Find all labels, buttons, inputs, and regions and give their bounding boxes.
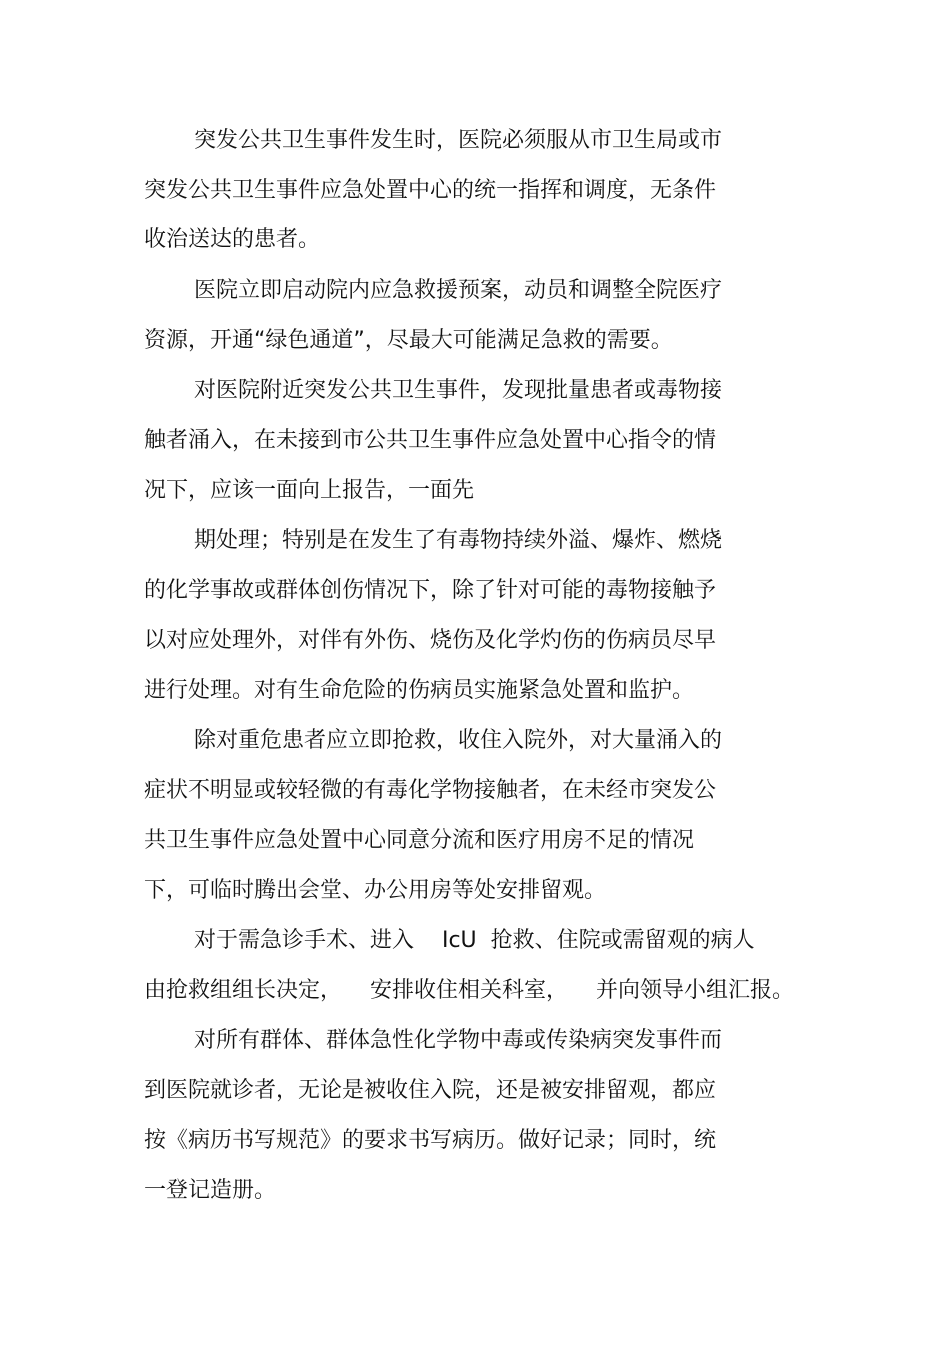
paragraph-4-line-2: 的化学事故或群体创伤情况下，除了针对可能的毒物接触予 — [144, 578, 717, 603]
paragraph-3-line-3: 况下，应该一面向上报告，一面先 — [144, 478, 475, 503]
paragraph-5-line-3: 共卫生事件应急处置中心同意分流和医疗用房不足的情况 — [144, 828, 695, 853]
paragraph-4-line-1: 期处理；特别是在发生了有毒物持续外溢、爆炸、燃烧 — [194, 528, 723, 553]
paragraph-6-line-1: 对于需急诊手术、进入 IcU 抢救、住院或需留观的病人 — [194, 928, 755, 953]
paragraph-1-line-3: 收治送达的患者。 — [144, 227, 321, 252]
paragraph-2-line-2: 资源，开通“绿色通道”，尽最大可能满足急救的需要。 — [144, 328, 673, 353]
paragraph-2-line-1: 医院立即启动院内应急救援预案，动员和调整全院医疗 — [194, 278, 723, 303]
paragraph-5-line-1: 除对重危患者应立即抢救，收住入院外，对大量涌入的 — [194, 728, 723, 753]
paragraph-3-line-2: 触者涌入，在未接到市公共卫生事件应急处置中心指令的情 — [144, 428, 717, 453]
paragraph-3-line-1: 对医院附近突发公共卫生事件，发现批量患者或毒物接 — [194, 378, 723, 403]
paragraph-7-line-1: 对所有群体、群体急性化学物中毒或传染病突发事件而 — [194, 1028, 723, 1053]
paragraph-7-line-3: 按《病历书写规范》的要求书写病历。做好记录；同时，统 — [144, 1128, 717, 1153]
paragraph-6-line-2: 由抢救组组长决定， 安排收住相关科室， 并向领导小组汇报。 — [144, 978, 794, 1003]
paragraph-5-line-2: 症状不明显或较轻微的有毒化学物接触者，在未经市突发公 — [144, 778, 717, 803]
paragraph-1-line-2: 突发公共卫生事件应急处置中心的统一指挥和调度，无条件 — [144, 178, 717, 203]
paragraph-7-line-4: 一登记造册。 — [144, 1178, 277, 1203]
paragraph-4-line-3: 以对应处理外，对伴有外伤、烧伤及化学灼伤的伤病员尽早 — [144, 628, 717, 653]
paragraph-1-line-1: 突发公共卫生事件发生时，医院必须服从市卫生局或市 — [194, 128, 723, 153]
paragraph-4-line-4: 进行处理。对有生命危险的伤病员实施紧急处置和监护。 — [144, 678, 695, 703]
paragraph-7-line-2: 到医院就诊者，无论是被收住入院，还是被安排留观，都应 — [144, 1078, 717, 1103]
paragraph-5-line-4: 下，可临时腾出会堂、办公用房等处安排留观。 — [144, 878, 607, 903]
